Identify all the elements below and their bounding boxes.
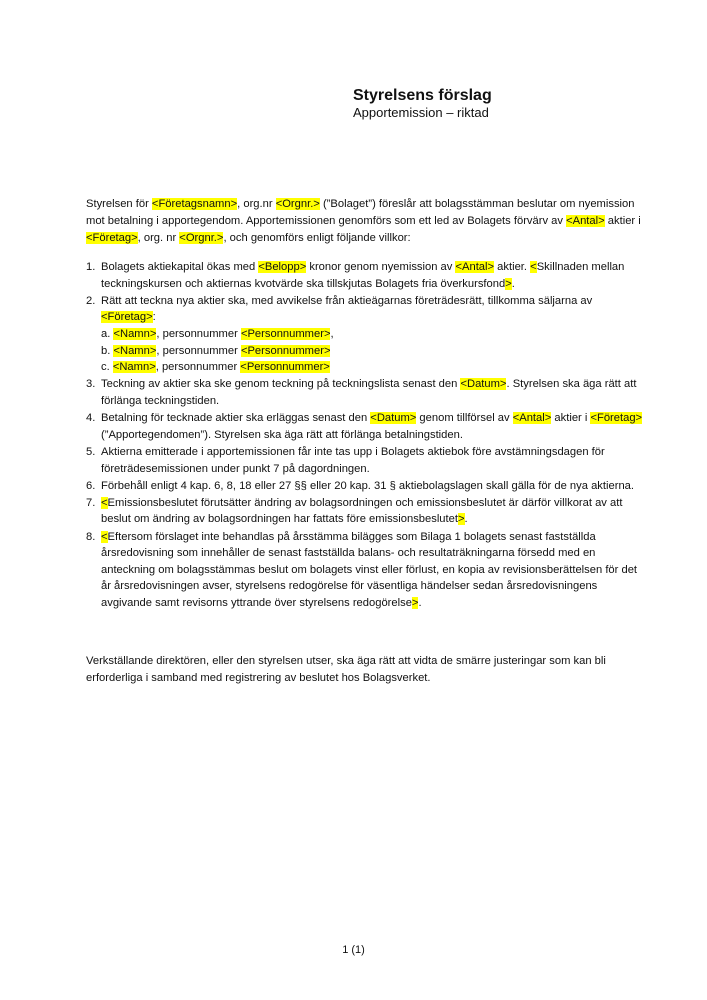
placeholder-highlight: <Datum> xyxy=(460,378,507,391)
list-item xyxy=(86,529,646,612)
placeholder-highlight: <Företagsnamn> xyxy=(151,198,238,210)
placeholder-highlight: <Personnummer> xyxy=(240,344,331,357)
list-item-number: 8. xyxy=(86,530,96,543)
placeholder-highlight: < xyxy=(530,261,537,273)
list-item-number: 3. xyxy=(86,378,96,391)
sub-list-item: c. <Namn>, personnummer <Personnummer> xyxy=(101,361,330,374)
document-title: Styrelsens förslag xyxy=(353,87,492,104)
placeholder-highlight: <Orgnr.> xyxy=(179,232,224,244)
closing-paragraph: Verkställande direktören, eller den styrelsen utser, ska äga rätt att vidta de smärre justeringar som kan bli erforderliga i samband med registrering av beslutet hos Bolagsverket. xyxy=(86,655,606,684)
list-item xyxy=(86,376,646,409)
list-item-number: 4. xyxy=(86,412,96,425)
placeholder-highlight: < xyxy=(101,530,108,543)
list-item-text: Förbehåll enligt 4 kap. 6, 8, 18 eller 27 §§ eller 20 kap. 31 § aktiebolagslagen skall gälla för de nya aktierna. xyxy=(101,479,634,492)
list-item xyxy=(86,444,646,477)
placeholder-highlight: <Företag> xyxy=(86,232,138,244)
title-block xyxy=(353,86,492,121)
list-item-number: 6. xyxy=(86,479,96,492)
list-item-number: 7. xyxy=(86,496,96,509)
placeholder-highlight: <Företag> xyxy=(101,311,153,324)
placeholder-highlight: <Antal> xyxy=(512,412,552,425)
list-item-text: Bolagets aktiekapital ökas med <Belopp> kronor genom nyemission av <Antal> aktier. <Skillnaden mellan teckningskursen och aktiernas kvotvärde ska tillskjutas Bolagets fria överkursfond>. xyxy=(101,261,625,290)
placeholder-highlight: <Personnummer> xyxy=(240,361,330,374)
list-item-number: 5. xyxy=(86,445,96,458)
placeholder-highlight: <Namn> xyxy=(112,361,156,374)
placeholder-highlight: <Namn> xyxy=(113,327,157,340)
placeholder-highlight: <Antal> xyxy=(455,261,495,273)
intro-paragraph: Styrelsen för <Företagsnamn>, org.nr <Orgnr.> (”Bolaget”) föreslår att bolagsstämman beslutar om nyemission mot betalning i apportegendom. Apportemissionen genomförs som ett led av Bolagets förvärv av <Antal> aktier i <Företag>, org. nr <Orgnr.>, och genomförs enligt följande villkor: xyxy=(86,198,641,244)
placeholder-highlight: <Datum> xyxy=(370,412,417,425)
placeholder-highlight: <Antal> xyxy=(566,215,605,227)
list-item-text: Teckning av aktier ska ske genom teckning på teckningslista senast den <Datum>. Styrelsen ska äga rätt att förlänga teckningstiden. xyxy=(101,378,637,407)
list-item xyxy=(86,495,646,528)
placeholder-highlight: <Namn> xyxy=(113,344,157,357)
placeholder-highlight: <Personnummer> xyxy=(240,327,331,340)
sub-list-item: a. <Namn>, personnummer <Personnummer>, xyxy=(101,327,334,340)
list-item xyxy=(86,259,646,292)
list-item-number: 2. xyxy=(86,294,96,307)
list-item-text: <Eftersom förslaget inte behandlas på årsstämma bilägges som Bilaga 1 bolagets senast fastställda årsredovisning som innehåller de senast fastställda balans- och resultaträkningarna försedd med en anteckning om bolagsstämmas beslut om bolagets vinst eller förlust, en kopia av revisionsberättelsen för det år årsredovisningen avser, styrelsens redogörelse för väsentliga händelser sedan årsredovisningens avgivande samt revisorns yttrande över styrelsens redogörelse>. xyxy=(101,530,638,610)
list-item-text: <Emissionsbeslutet förutsätter ändring av bolagsordningen och emissionsbeslutet är därför villkorat av att beslut om ändring av bolagsordningen har fattats före emissionsbeslutet>. xyxy=(101,496,623,526)
list-item xyxy=(86,478,646,495)
list-item xyxy=(86,410,646,443)
list-item xyxy=(86,293,646,376)
sub-list-item: b. <Namn>, personnummer <Personnummer> xyxy=(101,344,331,357)
list-item-text: Aktierna emitterade i apportemissionen får inte tas upp i Bolagets aktiebok före avstämningsdagen för företrädesemissionen under punkt 7 på dagordningen. xyxy=(101,445,605,475)
conditions-list xyxy=(86,259,646,612)
list-item-text: Betalning för tecknade aktier ska erläggas senast den <Datum> genom tillförsel av <Antal> aktier i <Företag> (”Apportegendomen”). Styrelsen ska äga rätt att förlänga betalningstiden. xyxy=(101,412,643,441)
placeholder-highlight: <Orgnr.> xyxy=(275,198,320,210)
list-item-text: Rätt att teckna nya aktier ska, med avvikelse från aktieägarnas företrädesrätt, tillkomma säljarna av <Företag>: xyxy=(101,294,593,324)
page-number: 1 (1) xyxy=(342,944,365,956)
placeholder-highlight: > xyxy=(411,597,419,610)
placeholder-highlight: <Belopp> xyxy=(258,261,307,273)
placeholder-highlight: < xyxy=(101,496,108,509)
document-subtitle: Apportemission – riktad xyxy=(353,105,489,120)
placeholder-highlight: > xyxy=(457,513,465,526)
placeholder-highlight: > xyxy=(505,277,512,290)
list-item-number: 1. xyxy=(86,261,96,273)
placeholder-highlight: <Företag> xyxy=(590,412,643,425)
